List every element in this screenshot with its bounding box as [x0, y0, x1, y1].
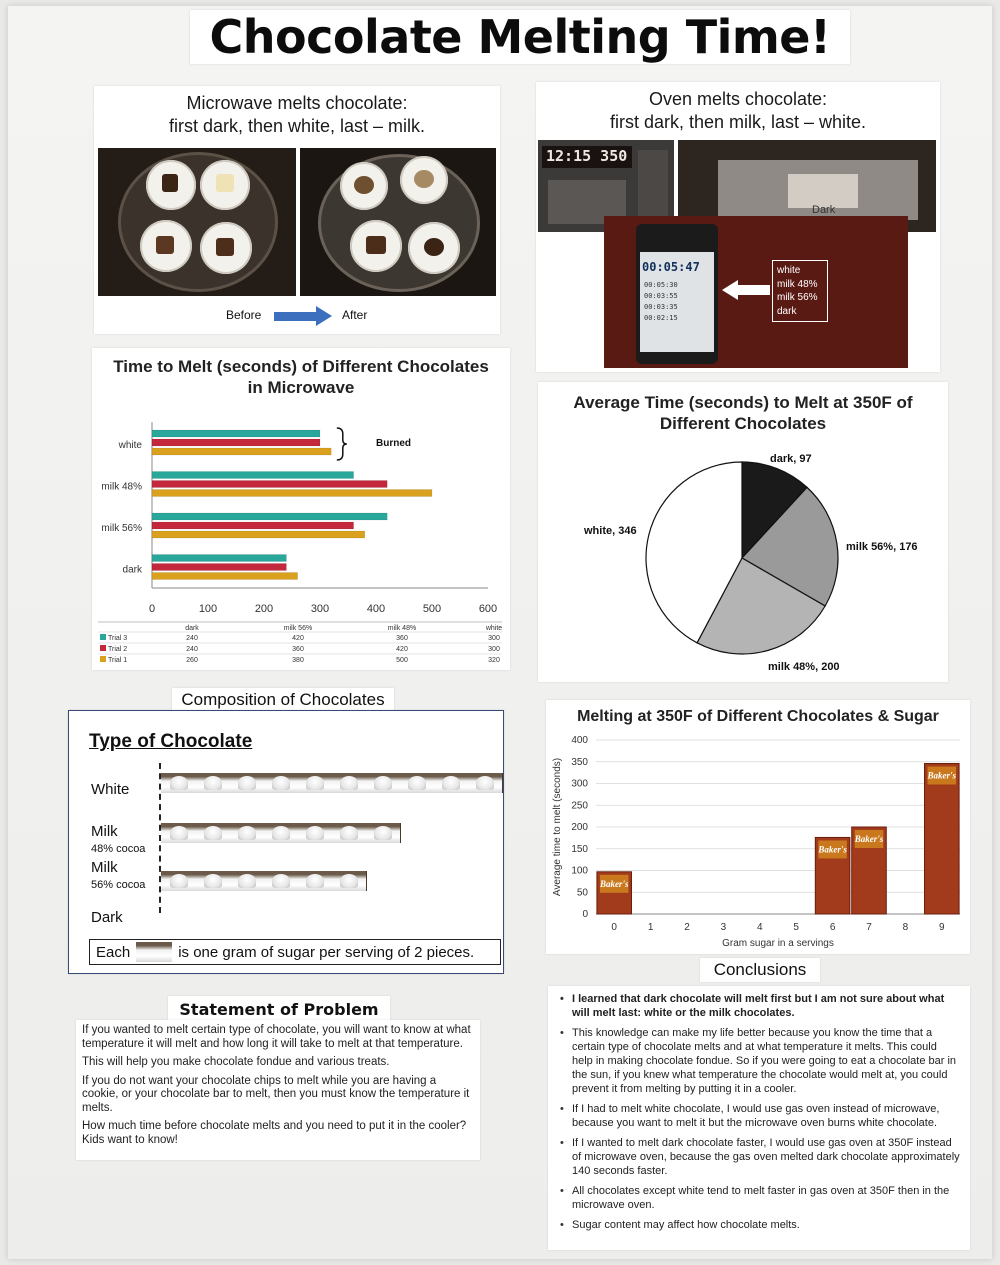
conclusion-item: • This knowledge can make my life better because you know the time that a certain type of chocolate melts and at what temperature it melts. This could help in making chocolate fondue. So if you were going to eat a chocolate bar in the sun, if you knew what temperature the chocolate would melt at, you could prevent it from melting by putting it in a cooler.: [560, 1026, 960, 1096]
x-tick-label: 2: [684, 922, 690, 933]
bar: [152, 573, 298, 580]
microwave-panel: [94, 86, 500, 334]
sugar-cube-icon: [161, 773, 197, 793]
box-brand-label: Baker's: [818, 844, 847, 855]
sugar-chart-title: Melting at 350F of Different Chocolates & Sugar: [577, 708, 939, 725]
x-tick-label: 200: [254, 603, 274, 615]
sugar-cube-icon: [365, 823, 401, 843]
bar: [152, 472, 354, 479]
table-cell: 360: [292, 646, 304, 653]
microwave-after-photo: [300, 148, 496, 296]
y-tick-label: 0: [582, 909, 588, 920]
box-brand-label: Baker's: [599, 878, 629, 889]
sugar-cube-icon: [297, 823, 333, 843]
y-tick-label: 350: [571, 756, 588, 768]
bar: [925, 763, 960, 914]
sugar-cube-icon: [263, 823, 299, 843]
sugar-cube-icon: [365, 773, 401, 793]
y-tick-label: 100: [571, 865, 588, 877]
sugar-cube-icon: [263, 773, 299, 793]
problem-paragraph: If you do not want your chocolate chips to melt while you are having a cookie, or your chocolate bar to melt, then you must know the temperature it melts.: [82, 1074, 470, 1114]
x-tick-label: 5: [793, 922, 799, 933]
sugar-cube-icon: [297, 871, 333, 891]
burned-annotation: Burned: [376, 438, 411, 449]
oven-display: 12:15 350: [546, 147, 628, 165]
row-sub-milk48: 48% cocoa: [91, 843, 146, 855]
bar: [152, 448, 331, 455]
row-label-dark: Dark: [91, 909, 123, 926]
conclusions-title-card: [700, 958, 820, 982]
problem-paragraph: How much time before chocolate melts and you need to put it in the cooler? Kids want to know!: [82, 1120, 467, 1146]
legend-swatch: [100, 656, 106, 662]
x-tick-label: 1: [647, 922, 654, 933]
table-header: milk 48%: [387, 625, 417, 632]
x-tick-label: 400: [366, 603, 386, 615]
composition-title: Composition of Chocolates: [181, 690, 385, 709]
x-tick-label: 4: [757, 922, 763, 933]
problem-title-card: [168, 996, 390, 1022]
legend-swatch: [100, 634, 106, 640]
x-tick-label: 8: [902, 922, 909, 933]
legend-suffix: is one gram of sugar per serving of 2 pieces.: [178, 943, 475, 961]
row-label-milk56: Milk: [91, 859, 118, 876]
conclusions-title: Conclusions: [713, 960, 807, 979]
table-cell: 300: [488, 646, 500, 653]
legend-prefix: Each: [96, 943, 131, 961]
sugar-cube-icon: [136, 942, 172, 962]
arrow-left-icon: [722, 280, 770, 300]
oven-heading: [536, 88, 940, 134]
y-tick-label: 250: [571, 800, 588, 812]
x-tick-label: 3: [720, 922, 727, 933]
legend-label: Trial 2: [108, 646, 128, 653]
bar: [152, 522, 354, 529]
laps-legend-item: milk 56%: [777, 292, 818, 303]
bar: [152, 531, 365, 538]
poster-title: Chocolate Melting Time!: [209, 10, 831, 64]
table-header: white: [485, 625, 503, 632]
oven-heading-line1: Oven melts chocolate:: [648, 89, 828, 109]
conclusion-item: • Sugar content may affect how chocolate melts.: [560, 1218, 960, 1232]
table-cell: 320: [488, 657, 500, 664]
microwave-heading: [94, 92, 500, 138]
sugar-bar-chart: [546, 728, 970, 954]
laps-legend: [772, 260, 828, 322]
category-label: milk 56%: [101, 523, 142, 534]
row-label-milk48: Milk: [91, 823, 118, 840]
sugar-cube-icon: [331, 773, 367, 793]
timer-laps: [644, 280, 678, 324]
bar: [152, 564, 286, 571]
table-cell: 380: [292, 657, 304, 664]
conclusions-list: [560, 992, 960, 1232]
sugar-cube-icon: [263, 871, 299, 891]
category-label: white: [118, 440, 142, 451]
category-label: dark: [122, 564, 142, 576]
oven-heading-line2: first dark, then milk, last – white.: [609, 112, 867, 132]
bar: [152, 555, 286, 562]
laps-legend-item: white: [777, 265, 801, 276]
x-tick-label: 6: [829, 922, 836, 933]
sugar-cube-icon: [195, 773, 231, 793]
legend-label: Trial 3: [108, 635, 128, 642]
y-tick-label: 400: [571, 735, 588, 746]
sugar-cube-icon: [195, 823, 231, 843]
x-tick-label: 600: [478, 603, 498, 615]
sugar-cube-icon: [467, 773, 503, 793]
category-label: milk 48%: [101, 481, 142, 493]
after-label: After: [342, 308, 368, 322]
y-axis-label: Average time to melt (seconds): [552, 757, 563, 897]
microwave-before-photo: [98, 148, 296, 296]
microwave-bar-chart: [92, 402, 510, 670]
table-header: milk 56%: [283, 625, 313, 632]
conclusions-panel: [548, 986, 970, 1250]
table-cell: 240: [186, 646, 198, 653]
pie-chart-card: [538, 382, 948, 682]
problem-panel: [76, 1020, 480, 1160]
sugar-cube-icon: [195, 871, 231, 891]
timer-lap: 00:03:55: [644, 292, 678, 300]
sugar-cube-icon: [161, 823, 197, 843]
box-brand-label: Baker's: [927, 770, 957, 781]
timer-photo: [604, 216, 908, 368]
x-tick-label: 0: [148, 603, 156, 615]
composition-panel: [68, 710, 504, 974]
sugar-chart-card: [546, 700, 970, 954]
pie-label: white, 346: [584, 525, 637, 537]
bar: [152, 430, 320, 437]
sugar-cube-icon: [297, 773, 333, 793]
table-cell: 360: [396, 635, 408, 642]
y-tick-label: 200: [571, 822, 588, 833]
burned-bracket: [337, 428, 347, 460]
x-tick-label: 100: [198, 603, 218, 615]
bar: [152, 481, 387, 488]
table-cell: 500: [396, 657, 408, 664]
oven-panel: [536, 82, 940, 372]
laps-legend-item: milk 48%: [777, 278, 818, 290]
foil-label: Dark: [812, 204, 836, 216]
microwave-heading-line1: Microwave melts chocolate:: [186, 93, 408, 113]
row-label-white: White: [91, 781, 130, 798]
sugar-cube-icon: [229, 773, 265, 793]
poster-title-banner: [190, 10, 850, 64]
bar: [152, 439, 320, 446]
x-tick-label: 300: [310, 603, 330, 615]
pie-chart-title: [538, 392, 948, 434]
pie-chart-title-line1: Average Time (seconds) to Melt at 350F of: [573, 393, 913, 412]
row-sub-milk56: 56% cocoa: [91, 879, 146, 891]
x-axis-label: Gram sugar in a servings: [722, 938, 834, 949]
composition-legend: [89, 939, 501, 965]
arrow-right-icon: [274, 306, 334, 326]
sugar-cube-icon: [331, 871, 367, 891]
pie-chart: [538, 438, 948, 688]
pie-label: milk 48%, 200: [768, 661, 840, 673]
y-tick-label: 300: [571, 778, 588, 790]
box-brand-label: Baker's: [854, 834, 884, 844]
bar: [152, 513, 387, 520]
composition-title-card: [172, 688, 394, 712]
x-tick-label: 500: [422, 603, 442, 615]
before-label: Before: [226, 308, 262, 322]
y-tick-label: 50: [576, 887, 588, 899]
sugar-cube-icon: [433, 773, 469, 793]
problem-text: [82, 1024, 474, 1147]
sugar-cube-icon: [229, 871, 265, 891]
conclusion-item: • If I had to melt white chocolate, I would use gas oven instead of microwave, because you want to melt it but the microwave oven burns white chocolate.: [560, 1102, 960, 1130]
table-cell: 300: [488, 635, 500, 642]
timer-display: 00:05:47: [642, 260, 700, 274]
laps-legend-item: dark: [777, 305, 797, 317]
bar: [152, 490, 432, 497]
legend-swatch: [100, 645, 106, 651]
table-header: dark: [185, 625, 199, 632]
table-cell: 420: [396, 646, 408, 653]
timer-lap: 00:03:35: [644, 303, 678, 311]
legend-label: Trial 1: [108, 657, 128, 664]
conclusion-item: • All chocolates except white tend to melt faster in gas oven at 350F then in the microwave oven.: [560, 1184, 960, 1212]
microwave-bar-chart-card: [92, 348, 510, 670]
timer-lap: 00:02:15: [644, 314, 678, 322]
conclusion-item: • If I wanted to melt dark chocolate faster, I would use gas oven at 350F instead of microwave oven, because the gas oven melted dark chocolate approximately 140 seconds faster.: [560, 1136, 960, 1178]
pie-chart-title-line2: Different Chocolates: [659, 414, 827, 433]
bar-chart-title: [92, 356, 510, 398]
x-tick-label: 0: [611, 922, 617, 933]
table-cell: 240: [186, 635, 198, 642]
sugar-cube-icon: [399, 773, 435, 793]
timer-lap: 00:05:30: [644, 281, 678, 289]
composition-header: Type of Chocolate: [89, 731, 253, 752]
sugar-cube-icon: [161, 871, 197, 891]
table-cell: 420: [292, 635, 304, 642]
conclusion-item: • I learned that dark chocolate will melt first but I am not sure about what will melt last: white or the milk chocolates.: [560, 992, 960, 1020]
bar-chart-title-line2: in Microwave: [247, 378, 355, 397]
x-tick-label: 9: [939, 922, 945, 933]
pie-label: milk 56%, 176: [846, 541, 918, 553]
table-cell: 260: [186, 657, 198, 664]
microwave-heading-line2: first dark, then white, last – milk.: [168, 116, 426, 136]
problem-title: Statement of Problem: [179, 999, 379, 1019]
pie-label: dark, 97: [770, 453, 812, 465]
x-tick-label: 7: [866, 922, 872, 933]
y-tick-label: 150: [571, 843, 588, 855]
problem-paragraph: This will help you make chocolate fondue and various treats.: [82, 1056, 390, 1068]
sugar-cube-icon: [331, 823, 367, 843]
sugar-cube-icon: [229, 823, 265, 843]
problem-paragraph: If you wanted to melt certain type of chocolate, you will want to know at what temperature it will melt and how long it will take to melt at that temperature.: [82, 1024, 471, 1050]
bar-chart-title-line1: Time to Melt (seconds) of Different Chocolates: [113, 357, 489, 376]
